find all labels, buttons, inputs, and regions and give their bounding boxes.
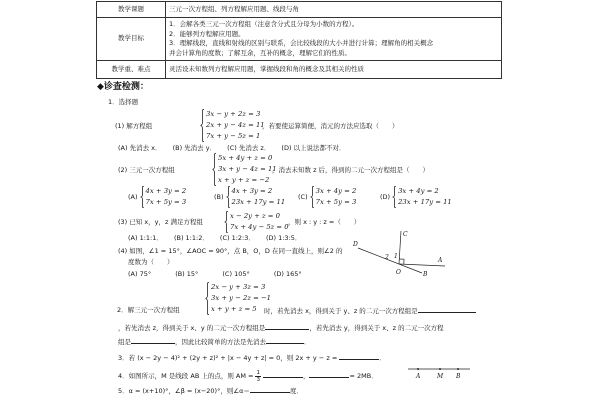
option-label: (D) <box>380 193 391 201</box>
option-c <box>298 186 356 208</box>
option-label: (C) <box>298 193 308 201</box>
q3-line <box>118 353 386 362</box>
angle-figure <box>352 228 447 278</box>
topic-label: 教学课题 <box>97 2 166 18</box>
question-1-title: 1．选择题 <box>108 98 139 106</box>
q2-line-2 <box>118 323 444 332</box>
option-b: (B) 15° <box>175 270 199 278</box>
goals-label: 教学目标 <box>97 18 166 61</box>
equation: 5x + 4y + z = 0 <box>218 154 273 162</box>
q5-end: 度． <box>289 387 303 395</box>
fraction <box>255 370 261 383</box>
option-a: (A) 1:1:1． <box>128 234 163 242</box>
equation: 23x + 17y = 11 <box>231 198 286 206</box>
q4-line <box>118 369 378 383</box>
label-m: M <box>437 373 444 380</box>
q1-1-prefix: (1) 解方程组 <box>115 122 153 130</box>
section-title: ◆诊查检测： <box>97 82 149 92</box>
equation: 2x + y − 4z = 11 <box>206 121 265 129</box>
answer-blank <box>250 386 290 393</box>
equation: 3x + y − 4z = 11 <box>218 165 277 173</box>
segment-figure <box>406 362 472 382</box>
answer-blank <box>131 337 175 344</box>
equation: x − 2y + z = 0 <box>230 212 280 220</box>
point-a <box>417 368 419 370</box>
goal-line: 1．会解各类三元一次方程组（注意含分式且分母为小数的方程）。 <box>169 20 359 28</box>
answer-blank <box>263 371 303 378</box>
topic-value: 三元一次方程组、列方程解应用题、线段与角 <box>166 2 502 18</box>
option-b: (B) 先消去 y． <box>172 144 217 152</box>
key-points-label: 教学重、难点 <box>97 61 166 79</box>
ray-oa <box>399 264 445 266</box>
q4-text: = 2MB． <box>349 372 378 380</box>
option-c: (C) 105° <box>222 270 250 278</box>
option-a: (A) 75° <box>128 270 152 278</box>
goal-line: 2．能够列方程解应用题。 <box>169 29 245 38</box>
equation: 4x + 3y = 2 <box>231 187 273 195</box>
goals-value <box>166 18 502 61</box>
q2-line-3 <box>118 337 311 346</box>
label-b: B <box>456 373 461 380</box>
equation: x + y + z = −2 <box>218 176 270 184</box>
q2-equation-system <box>205 282 271 315</box>
brace-icon <box>224 211 229 233</box>
q1-2-equation-system <box>212 153 277 186</box>
option-equation-system <box>392 186 452 208</box>
q3-end: ． <box>379 354 386 362</box>
option-b: (B) 1:1:2． <box>173 234 209 242</box>
key-points-value: 灵活设未知数列方程解应用题，掌握线段和角的概念及其相关的性质 <box>166 61 502 79</box>
q1-1-suffix: ，若要使运算简便，消元的方法应选取（ ） <box>262 122 399 130</box>
q2-text: ，若先消去 z，得到关于 x、y 的二元一次方程组是 <box>118 324 266 332</box>
q4-text: ， <box>302 372 310 380</box>
answer-blank <box>265 323 309 330</box>
label-a: A <box>438 257 443 264</box>
option-b <box>214 186 285 208</box>
equation: 23x + 17y = 11 <box>398 198 452 206</box>
equation: 4x + 3y = 2 <box>145 187 187 195</box>
q1-3-suffix: ，则 x : y : z =（ ） <box>288 218 361 226</box>
q1-2-prefix: (2) 三元一次方程组 <box>118 166 175 174</box>
equation: 7x + y − 5z = 1 <box>206 132 261 140</box>
option-c: (C) 先消去 z． <box>227 144 271 152</box>
brace-icon <box>140 186 145 208</box>
goal-line: 3．理解线段，直线和射线的区别与联系，会比较线段的大小并进行计算；理解角的相关概念 <box>169 39 434 47</box>
equation: 7x + 5y = 3 <box>145 198 187 206</box>
equation: 2x − y + 3z = 3 <box>211 283 266 291</box>
q2-text: 组是 <box>118 338 131 346</box>
fraction-denominator: 3 <box>256 376 260 383</box>
option-d: (D) 1:3:5． <box>265 234 302 242</box>
equation: 3x + 4y = 2 <box>398 187 439 195</box>
label-d: D <box>353 241 358 248</box>
brace-icon <box>226 186 231 208</box>
option-label: (A) <box>128 193 138 201</box>
fraction-numerator: 1 <box>256 369 260 376</box>
option-d: (D) 以上说法都不对． <box>281 144 346 152</box>
label-c: C <box>403 231 408 238</box>
q3-text: 3．若 (x − 2y − 4)² + (2y + z)² + |x − 4y + z| = 0，则 2x + y − z = <box>118 354 338 362</box>
q1-3-prefix: (3) 已知 x，y，z 满足方程组 <box>118 218 204 226</box>
lesson-info-table <box>96 1 502 79</box>
q1-1-options <box>118 144 355 152</box>
label-angle-1: 1 <box>394 253 398 260</box>
q5-text: 5．α = (x+10)°，∠β = (x−20)°，则∠α＝ <box>118 387 250 395</box>
answer-blank <box>339 353 379 360</box>
option-label: (B) <box>214 193 224 201</box>
q4-text: 4．如图所示，M 是线段 AB 上的点，则 AM = <box>118 372 254 380</box>
q1-3-equation-system <box>224 211 289 233</box>
line-db <box>358 248 422 273</box>
equation: 3x − y + 2z = 3 <box>206 110 261 118</box>
label-o: O <box>396 269 401 276</box>
option-a: (A) 先消去 x． <box>118 144 162 152</box>
q1-1-equation-system <box>200 109 265 142</box>
equation: 3x + y − 2z = −1 <box>211 294 271 302</box>
q1-2-suffix: ，消去未知数 z 后，得到的二元一次方程组是（ ） <box>272 166 430 174</box>
option-d <box>380 186 452 208</box>
brace-icon <box>205 282 210 315</box>
option-d: (D) 165° <box>273 270 302 278</box>
brace-icon <box>200 109 205 142</box>
label-b: B <box>423 271 428 278</box>
q5-line <box>118 386 303 395</box>
answer-blank <box>266 337 304 344</box>
q2-prefix: 2．解三元一次方程组 <box>117 306 180 314</box>
option-a <box>128 186 186 208</box>
option-equation-system <box>140 186 187 208</box>
label-a: A <box>416 373 421 380</box>
option-equation-system <box>310 186 357 208</box>
label-angle-2: 2 <box>385 254 389 261</box>
equation: 7x + 4y − 5z = 0 <box>230 223 289 231</box>
q2-text: ，若先消去 y，得到关于 x、z 的二元一次方程 <box>309 324 444 332</box>
q1-4-text-cont: 度数为（ ） <box>128 258 174 266</box>
equation: 7x + 5y = 3 <box>315 198 357 206</box>
q2-line-1 <box>264 306 476 315</box>
q1-4-options <box>128 270 311 278</box>
q1-3-options <box>128 234 310 242</box>
answer-blank <box>418 306 476 313</box>
equation: x + y + z = 5 <box>211 305 257 313</box>
point-b <box>457 368 459 370</box>
option-c: (C) 1:2:3． <box>219 234 255 242</box>
q2-text: ，因此比较简单的方法是先消去 <box>175 338 266 346</box>
brace-icon <box>392 186 397 208</box>
option-equation-system <box>226 186 286 208</box>
answer-blank <box>309 371 349 378</box>
right-angle-mark <box>399 259 404 264</box>
q1-4-text: (4) 如图，∠1 = 15°，∠AOC = 90°，点 B，O，D 在同一直线上，则∠2 的 <box>118 247 343 255</box>
point-m <box>439 368 441 370</box>
q2-text: 时，若先消去 x，得到关于 y、z 的二元一次方程组是 <box>264 307 418 315</box>
equation: 3x + 4y = 2 <box>315 187 357 195</box>
brace-icon <box>310 186 315 208</box>
goal-line: 并会计算角的度数；了解互余，互补的概念，理解它们的性质。 <box>169 48 351 57</box>
brace-icon <box>212 153 217 186</box>
q2-text: ． <box>304 338 311 346</box>
